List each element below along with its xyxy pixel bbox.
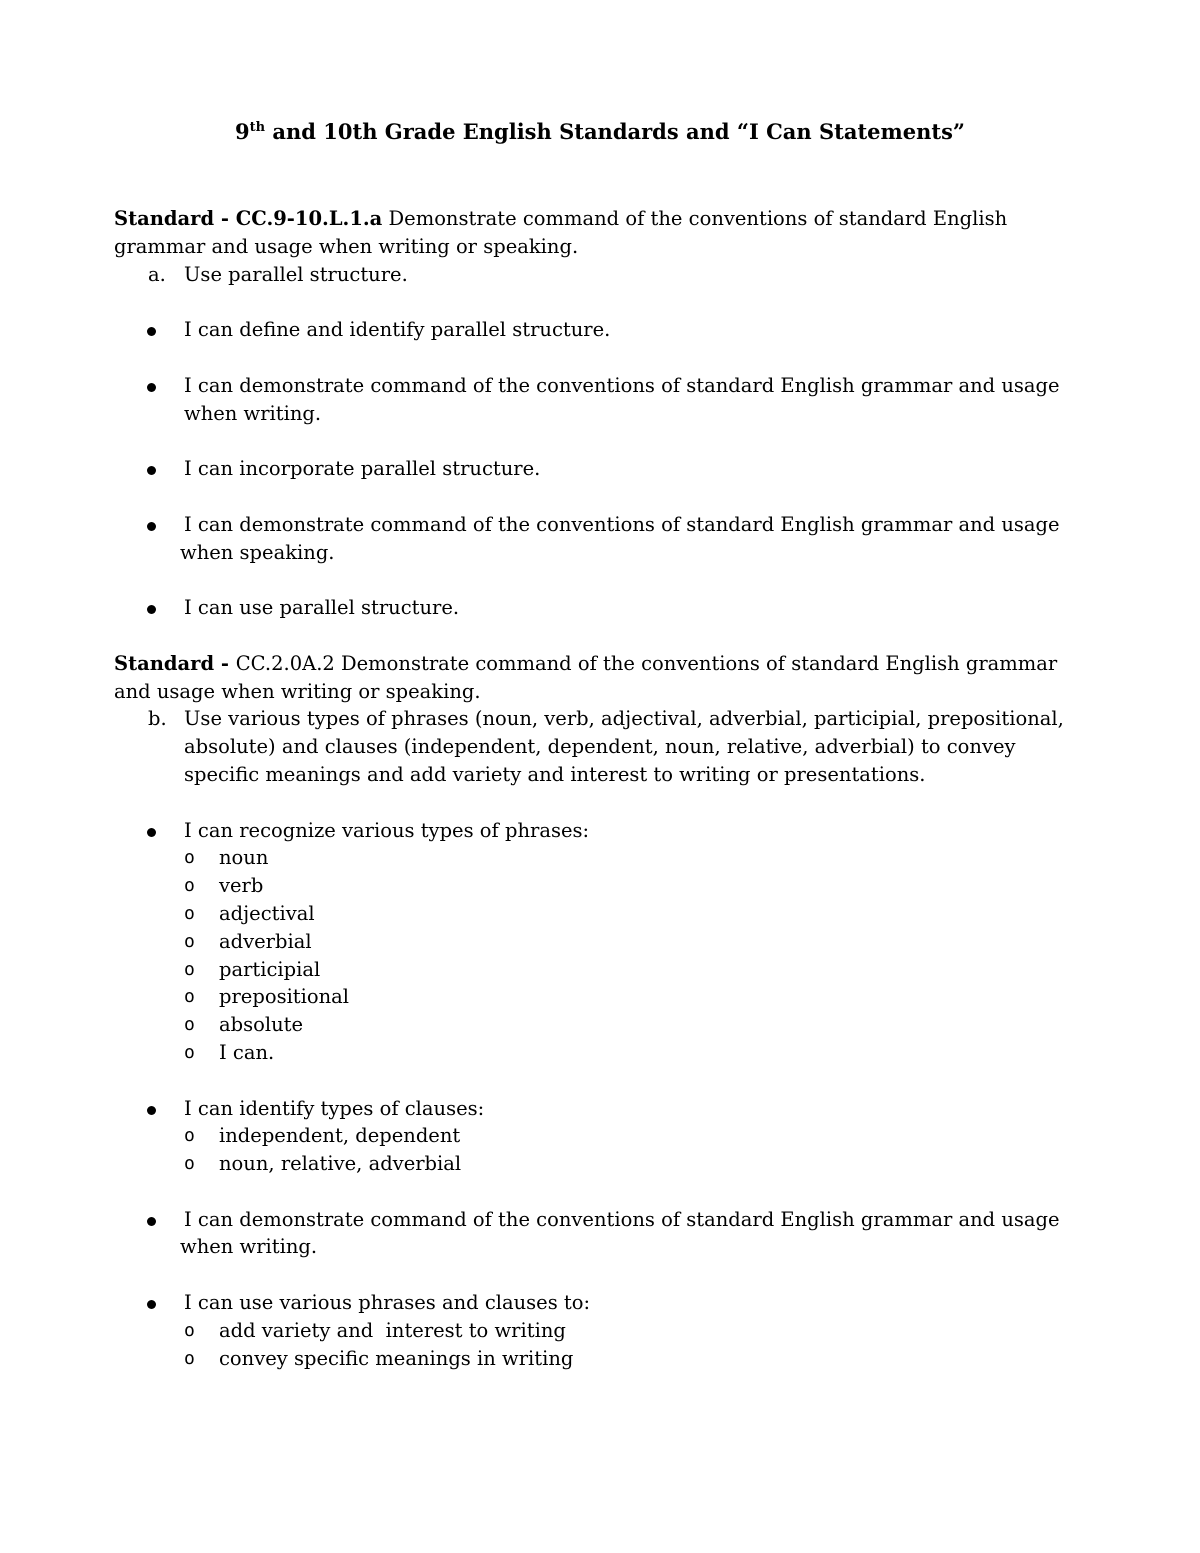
- bullet-item: I can demonstrate command of the conventions of standard English grammar and usage when speaking.: [114, 511, 1074, 567]
- title-prefix: 9: [235, 119, 250, 144]
- circle-bullet-icon: o: [184, 1125, 195, 1147]
- circle-bullet-icon: o: [184, 1153, 195, 1175]
- bullet-dot-icon: [147, 383, 156, 392]
- circle-bullet-icon: o: [184, 1041, 195, 1063]
- circle-bullet-icon: o: [184, 1014, 195, 1036]
- standard-2-item-b: [114, 705, 1074, 788]
- document-title: [0, 115, 1200, 149]
- circle-bullet-icon: o: [184, 958, 195, 980]
- circle-bullet-icon: o: [184, 875, 195, 897]
- bullet-item: I can demonstrate command of the conventions of standard English grammar and usage when writing.: [114, 372, 1074, 428]
- standard-1-heading: [114, 205, 1074, 261]
- bullet-dot-icon: [147, 605, 156, 614]
- bullet-item: I can recognize various types of phrases:: [114, 817, 1074, 845]
- sub-item: o adverbial: [114, 928, 1074, 956]
- bullet-item: I can use parallel structure.: [114, 594, 1074, 622]
- circle-bullet-icon: o: [184, 930, 195, 952]
- standard-2-label: Standard -: [114, 651, 236, 675]
- circle-bullet-icon: o: [184, 986, 195, 1008]
- document-body: [114, 205, 1074, 1372]
- bullet-dot-icon: [147, 1106, 156, 1115]
- sub-item: o noun, relative, adverbial: [114, 1150, 1074, 1178]
- sub-item: o independent, dependent: [114, 1122, 1074, 1150]
- item-marker: b.: [148, 707, 167, 731]
- item-text: Use parallel structure.: [184, 262, 408, 286]
- bullet-item: I can use various phrases and clauses to:: [114, 1289, 1074, 1317]
- title-text: and 10th Grade English Standards and “I Can Statements”: [265, 119, 965, 144]
- bullet-dot-icon: [147, 1300, 156, 1309]
- bullet-dot-icon: [147, 522, 156, 531]
- sub-item: o prepositional: [114, 983, 1074, 1011]
- standard-2-heading: [114, 650, 1074, 706]
- bullet-item: I can demonstrate command of the conventions of standard English grammar and usage when writing.: [114, 1206, 1074, 1262]
- item-marker: a.: [148, 262, 166, 286]
- sub-item: o participial: [114, 956, 1074, 984]
- circle-bullet-icon: o: [184, 902, 195, 924]
- sub-item: o adjectival: [114, 900, 1074, 928]
- sub-item: o I can.: [114, 1039, 1074, 1067]
- sub-item: o add variety and interest to writing: [114, 1317, 1074, 1345]
- item-text: Use various types of phrases (noun, verb, adjectival, adverbial, participial, prepositional, absolute) and clauses (independent, dependent, noun, relative, adverbial) to convey specific meanings and add variety and interest to writing or presentations.: [184, 707, 1064, 786]
- standard-1-label: Standard - CC.9-10.L.1.a: [114, 207, 383, 230]
- bullet-dot-icon: [147, 1217, 156, 1226]
- standard-1-item-a: [114, 261, 1074, 289]
- circle-bullet-icon: o: [184, 1319, 195, 1341]
- sub-item: o absolute: [114, 1011, 1074, 1039]
- bullet-item: I can identify types of clauses:: [114, 1095, 1074, 1123]
- circle-bullet-icon: o: [184, 1347, 195, 1369]
- bullet-item: I can define and identify parallel structure.: [114, 316, 1074, 344]
- standard-1-text: Demonstrate command of the conventions of standard English grammar and usage when writing or speaking.: [114, 207, 1008, 258]
- sub-item: o convey specific meanings in writing: [114, 1345, 1074, 1373]
- standard-2-text: CC.2.0A.2 Demonstrate command of the conventions of standard English grammar and usage when writing or speaking.: [114, 651, 1058, 703]
- bullet-dot-icon: [147, 466, 156, 475]
- bullet-dot-icon: [147, 828, 156, 837]
- sub-item: o noun: [114, 844, 1074, 872]
- circle-bullet-icon: o: [184, 847, 195, 869]
- bullet-item: I can incorporate parallel structure.: [114, 455, 1074, 483]
- sub-item: o verb: [114, 872, 1074, 900]
- bullet-dot-icon: [147, 327, 156, 336]
- title-superscript: th: [249, 120, 266, 135]
